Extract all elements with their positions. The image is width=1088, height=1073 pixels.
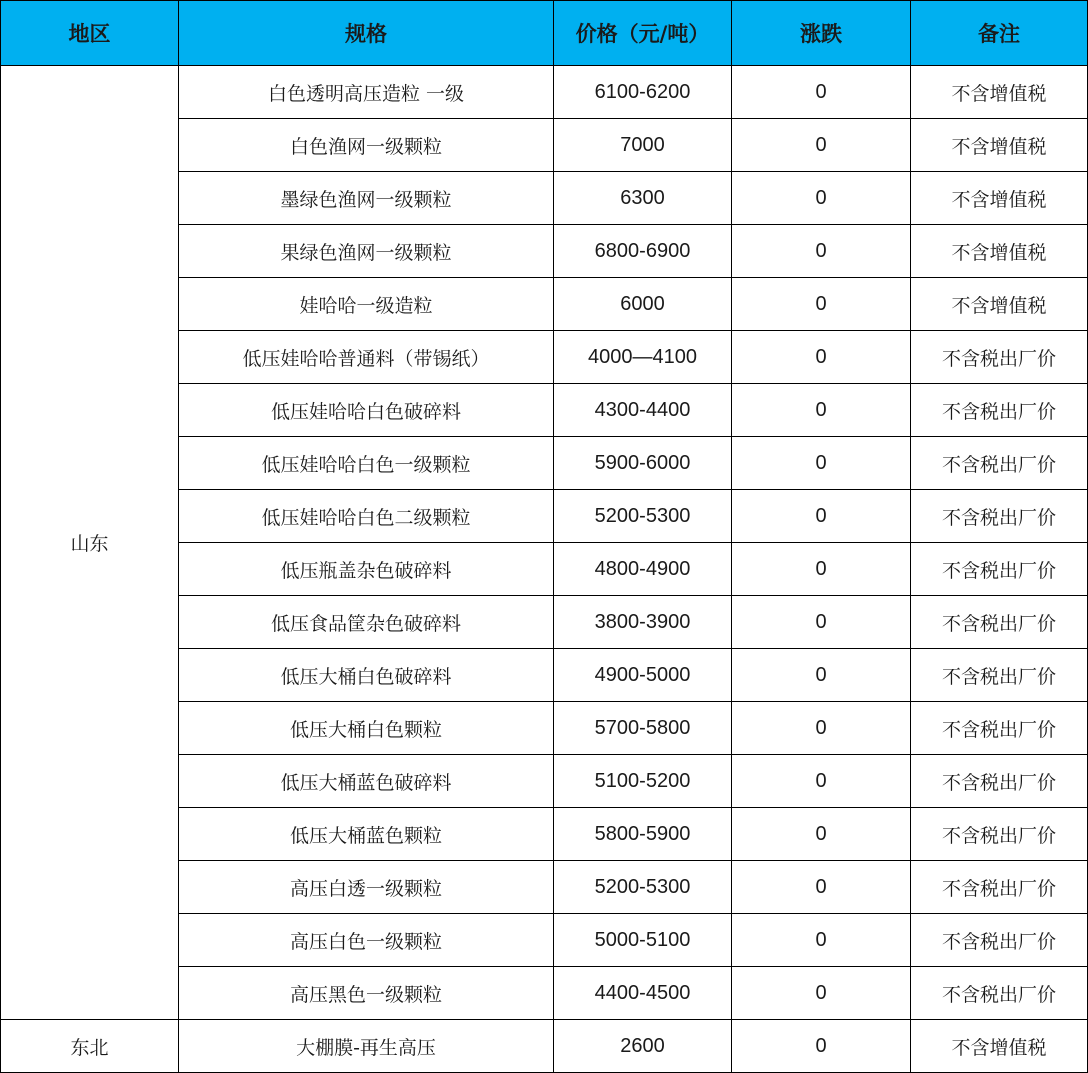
table-header [1, 1, 1088, 66]
spec-cell: 低压娃哈哈白色二级颗粒 [179, 490, 554, 543]
spec-cell: 果绿色渔网一级颗粒 [179, 225, 554, 278]
price-cell: 3800-3900 [554, 596, 732, 649]
change-cell: 0 [732, 331, 911, 384]
price-cell: 5100-5200 [554, 755, 732, 808]
price-cell: 7000 [554, 119, 732, 172]
spec-cell: 高压白色一级颗粒 [179, 914, 554, 967]
price-cell: 6100-6200 [554, 66, 732, 119]
note-cell: 不含税出厂价 [911, 967, 1088, 1020]
change-cell: 0 [732, 225, 911, 278]
header-note: 备注 [911, 1, 1088, 66]
change-cell: 0 [732, 914, 911, 967]
note-cell: 不含增值税 [911, 278, 1088, 331]
spec-cell: 大棚膜-再生高压 [179, 1020, 554, 1073]
price-cell: 5700-5800 [554, 702, 732, 755]
change-cell: 0 [732, 596, 911, 649]
table-body [1, 66, 1088, 1073]
change-cell: 0 [732, 384, 911, 437]
spec-cell: 低压大桶白色破碎料 [179, 649, 554, 702]
header-region: 地区 [1, 1, 179, 66]
price-cell: 2600 [554, 1020, 732, 1073]
change-cell: 0 [732, 172, 911, 225]
note-cell: 不含增值税 [911, 225, 1088, 278]
spec-cell: 低压大桶白色颗粒 [179, 702, 554, 755]
note-cell: 不含增值税 [911, 119, 1088, 172]
note-cell: 不含税出厂价 [911, 437, 1088, 490]
spec-cell: 墨绿色渔网一级颗粒 [179, 172, 554, 225]
price-cell: 4300-4400 [554, 384, 732, 437]
price-cell: 5200-5300 [554, 861, 732, 914]
change-cell: 0 [732, 861, 911, 914]
change-cell: 0 [732, 649, 911, 702]
change-cell: 0 [732, 543, 911, 596]
change-cell: 0 [732, 119, 911, 172]
spec-cell: 低压娃哈哈普通料（带锡纸） [179, 331, 554, 384]
table-row [1, 1020, 1088, 1073]
price-cell: 4900-5000 [554, 649, 732, 702]
price-cell: 5800-5900 [554, 808, 732, 861]
spec-cell: 高压白透一级颗粒 [179, 861, 554, 914]
spec-cell: 白色透明高压造粒 一级 [179, 66, 554, 119]
note-cell: 不含税出厂价 [911, 543, 1088, 596]
price-cell: 5900-6000 [554, 437, 732, 490]
note-cell: 不含税出厂价 [911, 861, 1088, 914]
change-cell: 0 [732, 1020, 911, 1073]
note-cell: 不含增值税 [911, 172, 1088, 225]
note-cell: 不含税出厂价 [911, 384, 1088, 437]
price-cell: 4000—4100 [554, 331, 732, 384]
spec-cell: 低压瓶盖杂色破碎料 [179, 543, 554, 596]
price-cell: 6300 [554, 172, 732, 225]
change-cell: 0 [732, 702, 911, 755]
note-cell: 不含税出厂价 [911, 331, 1088, 384]
price-cell: 6800-6900 [554, 225, 732, 278]
spec-cell: 低压大桶蓝色颗粒 [179, 808, 554, 861]
change-cell: 0 [732, 437, 911, 490]
spec-cell: 高压黑色一级颗粒 [179, 967, 554, 1020]
region-cell: 东北 [1, 1020, 179, 1073]
spec-cell: 低压娃哈哈白色一级颗粒 [179, 437, 554, 490]
change-cell: 0 [732, 967, 911, 1020]
change-cell: 0 [732, 278, 911, 331]
header-change: 涨跌 [732, 1, 911, 66]
change-cell: 0 [732, 755, 911, 808]
note-cell: 不含税出厂价 [911, 490, 1088, 543]
note-cell: 不含增值税 [911, 66, 1088, 119]
spec-cell: 低压娃哈哈白色破碎料 [179, 384, 554, 437]
spec-cell: 娃哈哈一级造粒 [179, 278, 554, 331]
change-cell: 0 [732, 808, 911, 861]
note-cell: 不含税出厂价 [911, 808, 1088, 861]
note-cell: 不含增值税 [911, 1020, 1088, 1073]
price-cell: 4800-4900 [554, 543, 732, 596]
change-cell: 0 [732, 66, 911, 119]
change-cell: 0 [732, 490, 911, 543]
header-price: 价格（元/吨） [554, 1, 732, 66]
price-cell: 6000 [554, 278, 732, 331]
note-cell: 不含税出厂价 [911, 596, 1088, 649]
region-cell: 山东 [1, 66, 179, 1020]
spec-cell: 低压食品筐杂色破碎料 [179, 596, 554, 649]
price-cell: 5200-5300 [554, 490, 732, 543]
note-cell: 不含税出厂价 [911, 914, 1088, 967]
price-cell: 4400-4500 [554, 967, 732, 1020]
note-cell: 不含税出厂价 [911, 702, 1088, 755]
price-cell: 5000-5100 [554, 914, 732, 967]
spec-cell: 低压大桶蓝色破碎料 [179, 755, 554, 808]
note-cell: 不含税出厂价 [911, 649, 1088, 702]
header-spec: 规格 [179, 1, 554, 66]
spec-cell: 白色渔网一级颗粒 [179, 119, 554, 172]
table-row [1, 66, 1088, 119]
header-row [1, 1, 1088, 66]
note-cell: 不含税出厂价 [911, 755, 1088, 808]
